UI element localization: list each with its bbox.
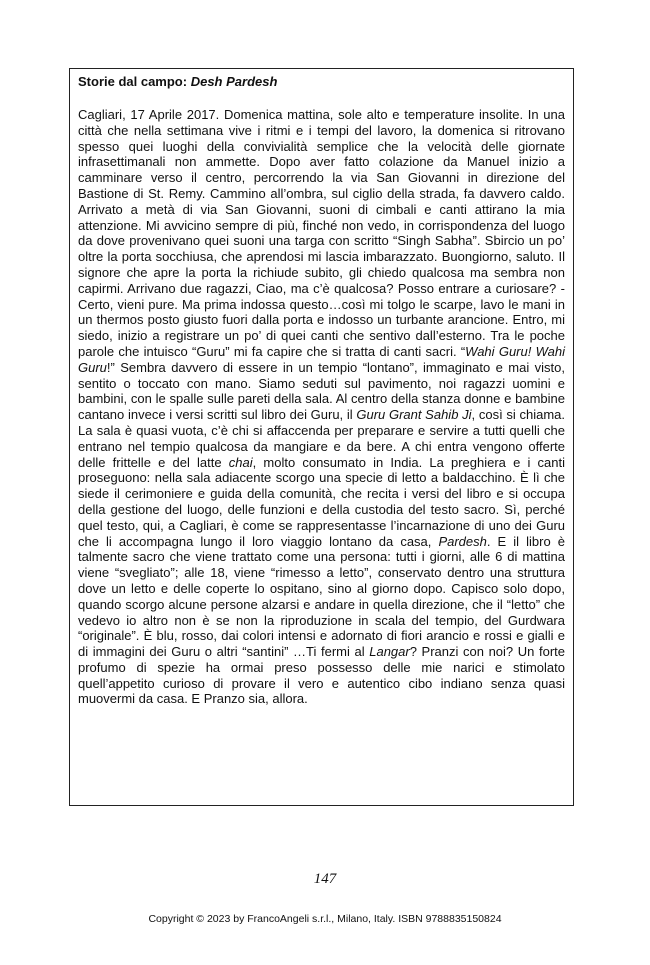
body-segment-italic: Pardesh <box>438 533 487 549</box>
body-segment-italic: chai <box>228 454 253 470</box>
excerpt-title-prefix: Storie dal campo: <box>78 74 191 89</box>
excerpt-body <box>78 107 565 707</box>
body-segment: , molto consumato in India. La preghiera e i canti proseguono: nella sala adiacente scorgo una specie di letto a baldacchino. È lì che siede il cerimoniere e guida della comunità, che recita i versi del libro e si occupa della gestione del luogo, delle funzioni e della custodia del testo sacro. Sì, perché quel testo, qui, a Cagliari, è come se rappresentasse l’incarnazione di uno dei Guru che li accompagna lungo il loro viaggio lontano da casa, <box>78 454 565 549</box>
page-number: 147 <box>313 871 337 887</box>
body-segment: ? Pranzi con noi? Un forte profumo di spezie ha ormai preso possesso delle mie narici e stimolato quell’appetito curioso di provare il vero e autentico cibo indiano senza quasi muovermi da casa. E Pranzo sia, allora. <box>78 644 566 707</box>
excerpt-title-italic: Desh Pardesh <box>190 74 278 89</box>
excerpt-title <box>78 73 565 90</box>
body-segment-italic: Wahi Guru! Wahi Guru <box>78 343 565 375</box>
body-segment-italic: Langar <box>369 644 410 660</box>
boxed-excerpt <box>69 68 574 806</box>
body-segment: . E il libro è talmente sacro che viene trattato come una persona: tutti i giorni, alle 6 di mattina viene “svegliato”; alle 18, viene “rimesso a letto”, conservato dentro una struttura dove un letto e delle coperte lo ospitano, sino al giorno dopo. Capisco solo dopo, quando scorgo alcune persone alzarsi e andare in quella direzione, che il “letto” che vedevo io altro non è se non la riproduzione in scala del tempio, del Gurdwara “originale”. È blu, rosso, dai colori intensi e adornato di fiori arancio e rossi e gialli e di immagini dei Guru o altri “santini” …Ti fermi al <box>78 533 565 660</box>
body-segment: , così si chiama. La sala è quasi vuota, c’è chi si affaccenda per preparare e servire a tutti quelli che entrano nel tempio qualcosa da mangiare e da bere. A chi entra vengono offerte delle frittelle e del latte <box>78 407 565 470</box>
body-segment: Cagliari, 17 Aprile 2017. Domenica mattina, sole alto e temperature insolite. In una città che nella settimana vive i ritmi e i tempi del lavoro, la domenica si ritrovano spesso quei luoghi della convivialità semplice che la velocità delle giornate infrasettimanali non ammette. Dopo aver fatto colazione da Manuel inizio a camminare verso il centro, percorrendo la via San Giovanni in direzione del Bastione di St. Remy. Cammino all’ombra, sul ciglio della strada, fa davvero caldo. Arrivato a metà di via San Giovanni, suoni di cimbali e canti attirano la mia attenzione. Mi avvicino sempre di più, finché non vedo, in corrispondenza del luogo da dove provenivano quei suoni una targa con scritto “Singh Sabha”. Sbircio un po’ oltre la porta socchiusa, che aprendosi mi lascia imbarazzato. Buongiorno, saluto. Il signore che apre la porta la richiude subito, gli chiedo qualcosa ma sembra non capirmi. Arrivano due ragazzi, Ciao, ma c’è qualcosa? Posso entrare a curiosare? - Certo, vieni pure. Ma prima indossa questo…così mi tolgo le scarpe, lavo le mani in un thermos posto giusto fuori dalla porta e indosso un turbante arancione. Entro, mi siedo, inizio a registrare un po’ di quei canti che sentivo dall’esterno. Tra le poche parole che intuisco “Guru” mi fa capire che si tratta di canti sacri. “ <box>78 107 565 359</box>
copyright-notice: Copyright © 2023 by FrancoAngeli s.r.l., Milano, Italy. ISBN 9788835150824 <box>148 913 502 925</box>
body-segment: !” Sembra davvero di essere in un tempio “lontano”, immaginato e mai visto, sentito o toccato con mano. Siamo seduti sul pavimento, noi ragazzi uomini e bambini, con le spalle sulle pareti della sala. Al centro della stanza donne e bambine cantano invece i versi scritti sul libro dei Guru, il <box>78 359 565 423</box>
body-segment-italic: Guru Grant Sahib Ji <box>356 407 472 423</box>
